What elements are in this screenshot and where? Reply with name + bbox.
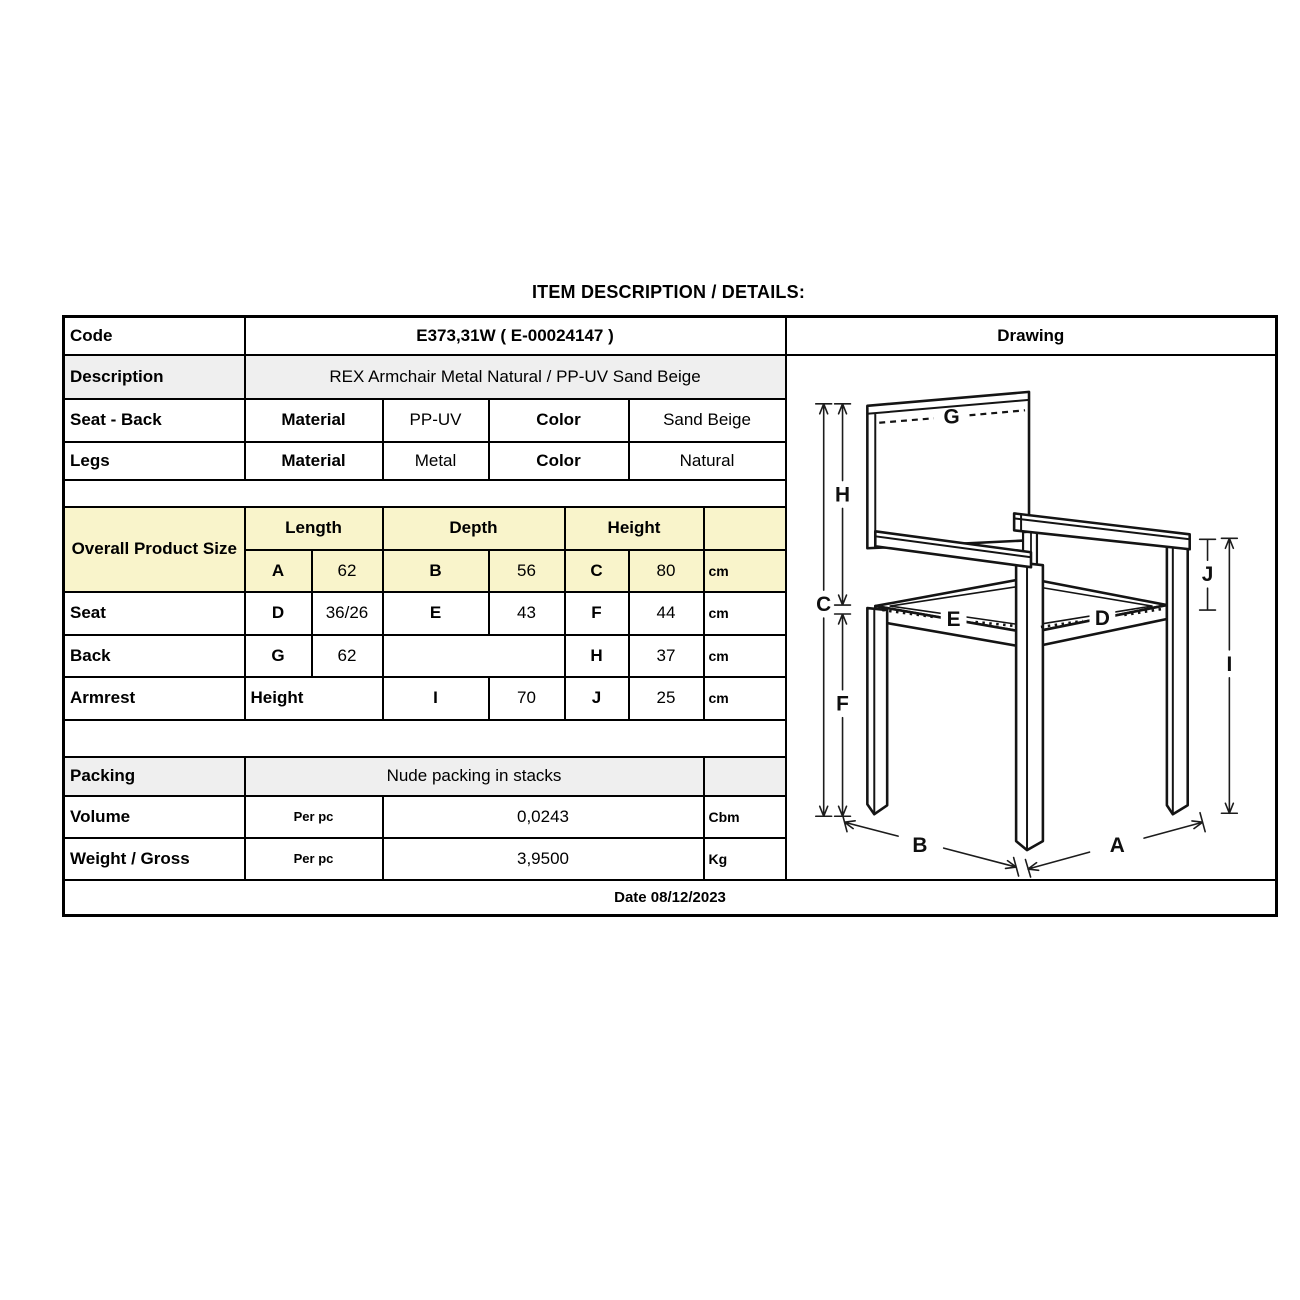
date-value: Date 08/12/2023 — [64, 880, 1277, 916]
description-value: REX Armchair Metal Natural / PP-UV Sand Beige — [245, 355, 786, 399]
back-key-H: H — [565, 635, 629, 677]
size-col-length: Length — [245, 507, 383, 550]
dim-label-C: C — [815, 592, 831, 616]
dim-line-B — [842, 812, 1019, 875]
table-row — [64, 880, 1277, 916]
armrest-sub-label: Height — [245, 677, 383, 720]
code-value: E373,31W ( E-00024147 ) — [245, 317, 786, 355]
size-overall-value-A: 62 — [312, 550, 383, 592]
weight-per-pc: Per pc — [245, 838, 383, 880]
description-label: Description — [64, 355, 245, 399]
back-key-G: G — [245, 635, 312, 677]
seat-back-color-label: Color — [489, 399, 629, 442]
legs-color-value: Natural — [629, 442, 786, 480]
volume-label: Volume — [64, 796, 245, 838]
legs-label: Legs — [64, 442, 245, 480]
legs-material-value: Metal — [383, 442, 489, 480]
armrest-value-I: 70 — [489, 677, 565, 720]
size-overall-value-C: 80 — [629, 550, 704, 592]
packing-label: Packing — [64, 757, 245, 796]
back-value-G: 62 — [312, 635, 383, 677]
dim-label-G: G — [943, 405, 960, 429]
table-row — [64, 355, 1277, 399]
spec-table — [62, 315, 1278, 917]
size-overall-key-C: C — [565, 550, 629, 592]
empty-cell — [704, 507, 786, 550]
chair-technical-drawing — [787, 357, 1274, 878]
back-value-H: 37 — [629, 635, 704, 677]
weight-value: 3,9500 — [383, 838, 704, 880]
seat-key-F: F — [565, 592, 629, 635]
drawing-header: Drawing — [786, 317, 1277, 355]
legs-material-label: Material — [245, 442, 383, 480]
dim-label-J: J — [1201, 562, 1213, 586]
spacer-row — [64, 480, 786, 507]
seat-row-label: Seat — [64, 592, 245, 635]
dim-label-I: I — [1226, 652, 1232, 676]
volume-value: 0,0243 — [383, 796, 704, 838]
seat-key-E: E — [383, 592, 489, 635]
weight-unit: Kg — [704, 838, 786, 880]
chair-right-armrest — [1014, 513, 1190, 549]
back-row-label: Back — [64, 635, 245, 677]
seat-key-D: D — [245, 592, 312, 635]
chair — [867, 391, 1189, 849]
seat-back-label: Seat - Back — [64, 399, 245, 442]
dim-label-A: A — [1109, 833, 1125, 857]
armrest-value-J: 25 — [629, 677, 704, 720]
armrest-key-J: J — [565, 677, 629, 720]
page-title: ITEM DESCRIPTION / DETAILS: — [531, 282, 806, 302]
chair-front-leg — [1016, 562, 1043, 850]
seat-back-color-value: Sand Beige — [629, 399, 786, 442]
seat-back-material-label: Material — [245, 399, 383, 442]
empty-cell — [383, 635, 565, 677]
volume-per-pc: Per pc — [245, 796, 383, 838]
code-label: Code — [64, 317, 245, 355]
size-col-depth: Depth — [383, 507, 565, 550]
seat-value-D: 36/26 — [312, 592, 383, 635]
armrest-key-I: I — [383, 677, 489, 720]
table-row — [64, 317, 1277, 355]
size-overall-value-B: 56 — [489, 550, 565, 592]
dim-label-H: H — [834, 482, 850, 506]
seat-back-material-value: PP-UV — [383, 399, 489, 442]
size-overall-unit: cm — [704, 550, 786, 592]
dim-label-B: B — [911, 833, 927, 857]
weight-label: Weight / Gross — [64, 838, 245, 880]
legs-color-label: Color — [489, 442, 629, 480]
chair-left-leg — [867, 608, 887, 814]
armrest-row-label: Armrest — [64, 677, 245, 720]
dim-label-D: D — [1094, 606, 1110, 630]
size-overall-key-B: B — [383, 550, 489, 592]
size-overall-key-A: A — [245, 550, 312, 592]
dim-label-E: E — [946, 607, 961, 631]
seat-value-F: 44 — [629, 592, 704, 635]
armrest-unit: cm — [704, 677, 786, 720]
size-title: Overall Product Size — [64, 507, 245, 592]
seat-unit: cm — [704, 592, 786, 635]
seat-value-E: 43 — [489, 592, 565, 635]
dim-label-F: F — [835, 692, 849, 716]
spacer-row — [64, 720, 786, 757]
empty-cell — [704, 757, 786, 796]
volume-unit: Cbm — [704, 796, 786, 838]
size-col-height: Height — [565, 507, 704, 550]
chair-right-leg — [1166, 541, 1187, 814]
packing-value: Nude packing in stacks — [245, 757, 704, 796]
drawing-cell — [786, 355, 1277, 880]
back-unit: cm — [704, 635, 786, 677]
